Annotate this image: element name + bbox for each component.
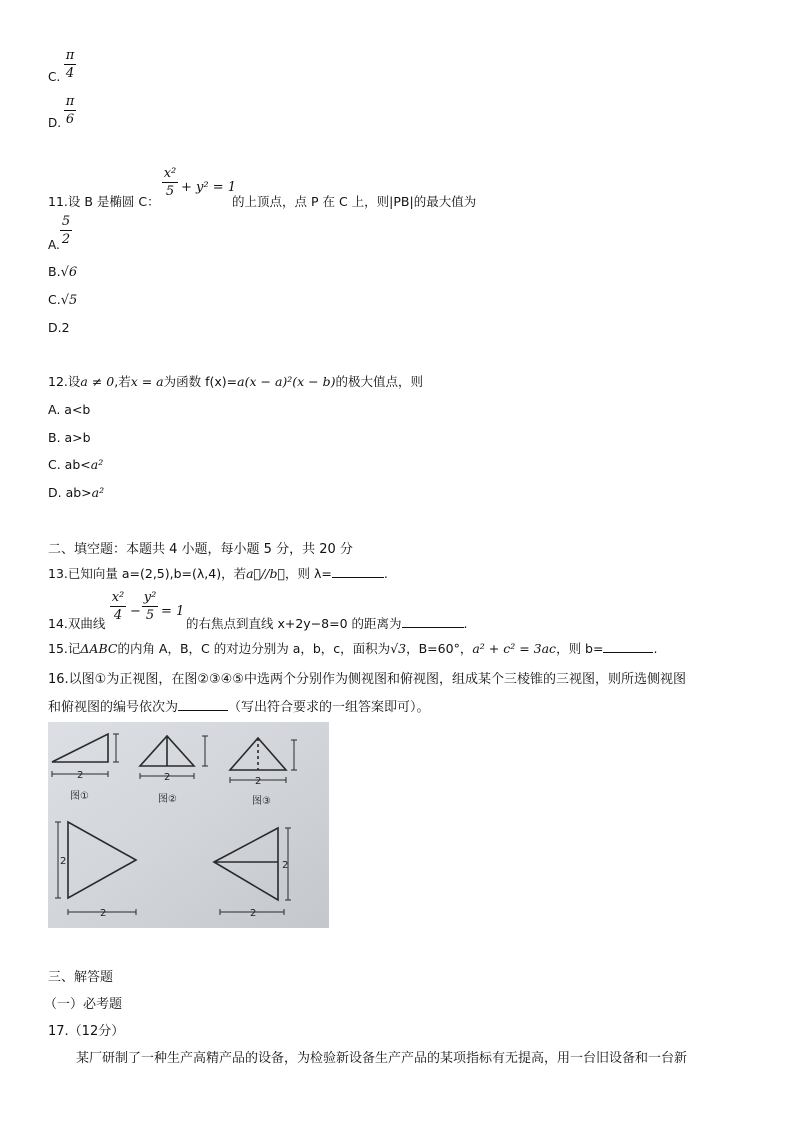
- answer-blank: [402, 615, 464, 628]
- answer-blank: [603, 640, 653, 653]
- fraction-den: 6: [65, 112, 75, 127]
- fraction-num: x²: [111, 590, 125, 605]
- fig3-width-label: 2: [255, 776, 262, 787]
- text: 的极大值点，则: [335, 374, 424, 389]
- fig5-height-label: 2: [282, 860, 289, 871]
- answer-blank: [178, 698, 228, 711]
- photo-background: [48, 722, 329, 928]
- q14-fraction-1: [110, 590, 126, 623]
- text: 为函数 f(x)=: [163, 374, 238, 389]
- text: 的内角 A，B，C 的对边分别为 a，b，c，面积为: [117, 641, 391, 656]
- fraction-bar: [162, 182, 178, 183]
- fig2-caption: 图②: [158, 794, 177, 805]
- q14-suffix: [186, 614, 468, 632]
- q11-eq-rest: + y² = 1: [181, 180, 237, 195]
- text: .: [383, 566, 388, 581]
- q11-eq-fraction: [162, 166, 178, 199]
- fraction: [64, 94, 76, 127]
- fraction: [64, 48, 76, 81]
- fraction-den: 5: [145, 608, 155, 623]
- fraction-den: 4: [65, 66, 75, 81]
- option-label: D.: [48, 116, 62, 130]
- text: 13.已知向量 a=(2,5),b=(λ,4)，若: [48, 566, 247, 581]
- option-math: √6: [60, 265, 78, 280]
- fraction-num: y²: [143, 590, 157, 605]
- fig1-caption: 图①: [70, 791, 89, 802]
- fraction-den: 4: [113, 608, 123, 623]
- math: ΔABC: [80, 641, 118, 656]
- text: ，则 b=: [556, 641, 604, 656]
- text: ,若: [114, 374, 131, 389]
- fig2-width-label: 2: [164, 772, 171, 783]
- q12-option-b: B. a>b: [48, 430, 91, 445]
- answer-blank: [332, 565, 384, 578]
- q11-stem-prefix: 11.设 B 是椭圆 C：: [48, 194, 160, 209]
- option-label: B.: [48, 264, 61, 279]
- math: a⃗//b⃗: [246, 566, 285, 581]
- q12-option-d: [48, 485, 104, 500]
- fig3-caption: 图③: [252, 796, 271, 807]
- q11-option-c: [48, 292, 77, 308]
- text: C. ab<: [48, 457, 91, 472]
- math: a(x − a)²(x − b): [237, 374, 336, 389]
- q12-option-a: A. a<b: [48, 402, 91, 417]
- text: （写出符合要求的一组答案即可）。: [228, 700, 430, 715]
- q14-prefix: 14.双曲线: [48, 616, 106, 631]
- text: 的右焦点到直线 x+2y−8=0 的距离为: [186, 616, 402, 631]
- q17-text: 某厂研制了一种生产高精产品的设备，为检验新设备生产产品的某项指标有无提高，用一台旧设备和一台新: [76, 1051, 688, 1066]
- text: 15.记: [48, 641, 81, 656]
- math: √3: [390, 641, 407, 656]
- math: a ≠ 0: [80, 374, 115, 389]
- q11-stem-suffix: 的上顶点，点 P 在 C 上，则|PB|的最大值为: [232, 194, 477, 209]
- fraction-num: x²: [163, 166, 177, 181]
- text: D. ab>: [48, 485, 92, 500]
- fig5-width-label: 2: [250, 908, 257, 919]
- q16-line1: 16.以图①为正视图，在图②③④⑤中选两个分别作为侧视图和俯视图，组成某个三棱锥的三视图，则所选侧视图: [48, 672, 686, 687]
- q16-line2: [48, 696, 430, 715]
- fraction-bar: [110, 606, 126, 607]
- option-math: √5: [60, 293, 78, 308]
- text: ，B=60°，: [406, 641, 473, 656]
- three-views-figure: [48, 722, 329, 928]
- q14-fraction-2: [142, 590, 158, 623]
- option-label: C.: [48, 292, 61, 307]
- option-text: 2: [61, 320, 70, 335]
- section3-subtitle: （一）必考题: [44, 997, 123, 1012]
- fig4-width-label: 2: [100, 908, 107, 919]
- fraction-den: 2: [61, 232, 71, 247]
- fraction-bar: [64, 64, 76, 65]
- section2-title: 二、填空题：本题共 4 小题，每小题 5 分，共 20 分: [48, 542, 353, 557]
- option-label: D.: [48, 320, 62, 335]
- fraction-num: 5: [61, 214, 71, 229]
- option-label: A.: [48, 238, 60, 252]
- text: ，则 λ=: [284, 566, 332, 581]
- text: .: [463, 616, 468, 631]
- q13: [48, 564, 388, 582]
- fraction: [60, 214, 72, 247]
- option-label: C.: [48, 70, 61, 84]
- text: .: [653, 641, 658, 656]
- fraction-bar: [64, 110, 76, 111]
- fraction-bar: [142, 606, 158, 607]
- math: a² + c² = 3ac: [472, 641, 557, 656]
- q15: [48, 639, 657, 657]
- fraction-num: π: [65, 94, 75, 109]
- fraction-num: π: [65, 48, 75, 63]
- math: a²: [90, 457, 104, 472]
- q14-eq: = 1: [161, 604, 185, 619]
- q12-option-c: [48, 457, 103, 472]
- q12-stem: [48, 372, 423, 390]
- fig1-width-label: 2: [77, 770, 84, 781]
- text: 和俯视图的编号依次为: [48, 700, 179, 715]
- q17-heading: 17.（12分）: [48, 1024, 125, 1039]
- fig4-height-label: 2: [60, 856, 67, 867]
- text: 12.设: [48, 374, 81, 389]
- fraction-bar: [60, 230, 72, 231]
- section3-title: 三、解答题: [48, 970, 114, 985]
- q11-option-d: [48, 320, 70, 335]
- q14-minus: −: [130, 604, 141, 619]
- q11-stem: [48, 192, 160, 210]
- math: a²: [91, 485, 105, 500]
- q11-option-b: [48, 264, 77, 280]
- fraction-den: 5: [165, 184, 175, 199]
- math: x = a: [130, 374, 164, 389]
